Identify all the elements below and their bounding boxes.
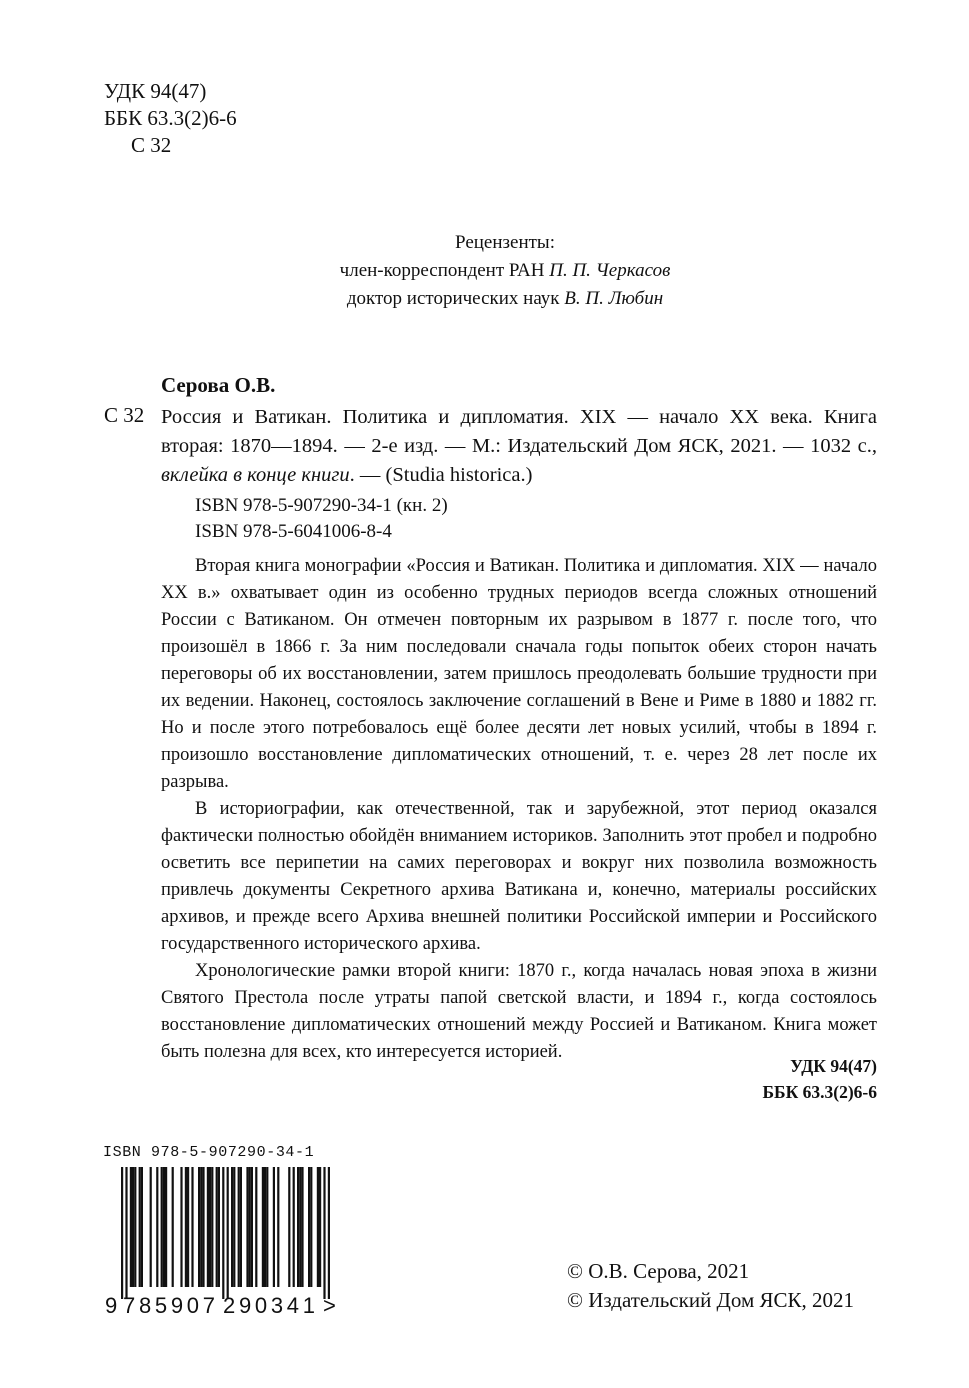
reviewers-block [200, 229, 810, 313]
barcode-bar [218, 1167, 220, 1287]
barcode-bar [207, 1167, 209, 1287]
annotation-bbk: ББК 63.3(2)6-6 [762, 1082, 877, 1102]
isbn-barcode [103, 1144, 343, 1317]
barcode-bar [277, 1167, 279, 1287]
annotation-paragraph-2: В историографии, как отечественной, так и зарубежной, этот период оказался фактически полностью обойдён вниманием историков. Заполнить этот пробел и подробно осветить все перипетии на самих переговорах и вокруг них позволила возможность привлечь документы Секретного архива Ватикана и, конечно, материалы российских архивов, и прежде всего Архива внешней политики Российской империи и Российского государственного исторического архива. [161, 799, 877, 954]
barcode-bar [150, 1167, 152, 1287]
insert-note: вклейка в конце книги [161, 464, 350, 486]
barcode-bar [227, 1167, 229, 1299]
barcode-bar [317, 1167, 319, 1287]
barcode-bar [240, 1167, 242, 1287]
reviewer-1-name: П. П. Черкасов [549, 260, 671, 281]
barcode-arrow: > [323, 1293, 336, 1317]
barcode-bar [299, 1167, 301, 1287]
copyright-publisher: © Издательский Дом ЯСК, 2021 [567, 1288, 855, 1312]
reviewer-1 [200, 257, 810, 285]
bibliographic-description [161, 403, 877, 490]
barcode-bar [200, 1167, 202, 1287]
barcode-bar [121, 1167, 123, 1299]
barcode-bar [139, 1167, 141, 1287]
barcode-bar [161, 1167, 163, 1287]
barcode-bar [262, 1167, 264, 1287]
barcode-bar [249, 1167, 251, 1287]
annotation-paragraph-3: Хронологические рамки второй книги: 1870 г., когда началась новая эпоха в жизни Святого Престола после утраты папой светской власти, и 1894 г., когда состоялось восстановление дипломатических отношений между Россией и Ватиканом. Книга может быть полезна для всех, кто интересуется историей. [161, 961, 877, 1062]
barcode-bar [251, 1167, 253, 1287]
isbn-2: ISBN 978-5-6041006-8-4 [195, 521, 392, 542]
barcode-bar [187, 1167, 189, 1287]
barcode-bar [125, 1167, 127, 1299]
bbk-code: ББК 63.3(2)6-6 [104, 106, 237, 130]
barcode-bar [191, 1167, 193, 1287]
barcode-bar [222, 1167, 224, 1299]
barcode-bar [211, 1167, 213, 1287]
barcode-bar [141, 1167, 143, 1287]
copyright-author: © О.В. Серова, 2021 [567, 1259, 750, 1283]
reviewer-2 [200, 285, 810, 313]
barcode-bar [264, 1167, 266, 1287]
author-name: Серова О.В. [161, 373, 276, 397]
barcode-bar [198, 1167, 200, 1287]
barcode-bar [288, 1167, 290, 1287]
barcode-bar [233, 1167, 235, 1287]
reviewer-2-name: В. П. Любин [564, 288, 664, 309]
reviewers-heading: Рецензенты: [455, 232, 555, 253]
series-text: . — (Studia historica.) [349, 464, 533, 486]
barcode-digits-right: 290341 [223, 1293, 315, 1317]
annotation [161, 553, 877, 1066]
udk-code: УДК 94(47) [104, 79, 207, 103]
barcode-isbn-label: ISBN 978-5-907290-34-1 [103, 1144, 315, 1161]
barcode-bar [310, 1167, 312, 1287]
barcode-bar [156, 1167, 158, 1287]
barcode-bar [328, 1167, 330, 1299]
barcode-bar [266, 1167, 268, 1287]
barcode-bar [301, 1167, 303, 1287]
barcode-bar [319, 1167, 321, 1287]
barcode-bar [297, 1167, 299, 1287]
isbn-1: ISBN 978-5-907290-34-1 (кн. 2) [195, 495, 448, 516]
title-text: Россия и Ватикан. Политика и дипломатия. XIX — начало XX века. Книга вторая: 1870—1894. — 2-е изд. — М.: Издательский Дом ЯСК, 2021. — 1032 с., [161, 406, 877, 457]
barcode-bar [185, 1167, 187, 1287]
annotation-paragraph-1: Вторая книга монографии «Россия и Ватикан. Политика и дипломатия. XIX — начало XX в.» охватывает один из особенно трудных периодов всегда сложных отношений России с Ватиканом. Он отмечен повторным их разрывом в 1877 г. после того, что произошёл в 1866 г. За ним последовали сначала годы попыток обеих сторон начать переговоры об их восстановлении, затем пришлось преодолевать большие трудности при их ведении. Наконец, состоялось заключение соглашений в Вене и Риме в 1880 и 1882 гг. Но и после этого потребовалось ещё более десяти лет новых усилий, чтобы в 1894 г. произошло восстановление дипломатических отношений, т. е. через 28 лет после их разрыва. [161, 556, 877, 792]
copyright-block [567, 1257, 854, 1315]
barcode-bar [323, 1167, 325, 1299]
barcode-bar [172, 1167, 174, 1287]
barcode-bar [132, 1167, 134, 1287]
barcode-bar [165, 1167, 167, 1287]
reviewer-1-role: член-корреспондент РАН [339, 260, 545, 281]
classification-codes [104, 78, 237, 159]
barcode-bar [130, 1167, 132, 1287]
annotation-codes [762, 1053, 877, 1105]
barcode-bar [202, 1167, 204, 1287]
barcode-bar [273, 1167, 275, 1287]
barcode-bar [246, 1167, 248, 1287]
isbn-list [195, 493, 448, 545]
barcode-graphic [103, 1167, 343, 1317]
barcode-bar [209, 1167, 211, 1287]
barcode-bar [163, 1167, 165, 1287]
reviewer-2-role: доктор исторических наук [346, 288, 560, 309]
barcode-bar [255, 1167, 257, 1287]
barcode-lead-digit: 9 [105, 1293, 118, 1317]
barcode-bar [180, 1167, 182, 1287]
barcode-bar [216, 1167, 218, 1287]
barcode-digits-left: 785907 [123, 1293, 215, 1317]
barcode-bar [308, 1167, 310, 1287]
barcode-bar [134, 1167, 136, 1287]
barcode-bar [238, 1167, 240, 1287]
record-cipher: С 32 [104, 403, 145, 427]
author-cipher: С 32 [131, 133, 172, 157]
annotation-udk: УДК 94(47) [790, 1056, 877, 1076]
barcode-bar [231, 1167, 233, 1287]
barcode-bar [293, 1167, 295, 1287]
